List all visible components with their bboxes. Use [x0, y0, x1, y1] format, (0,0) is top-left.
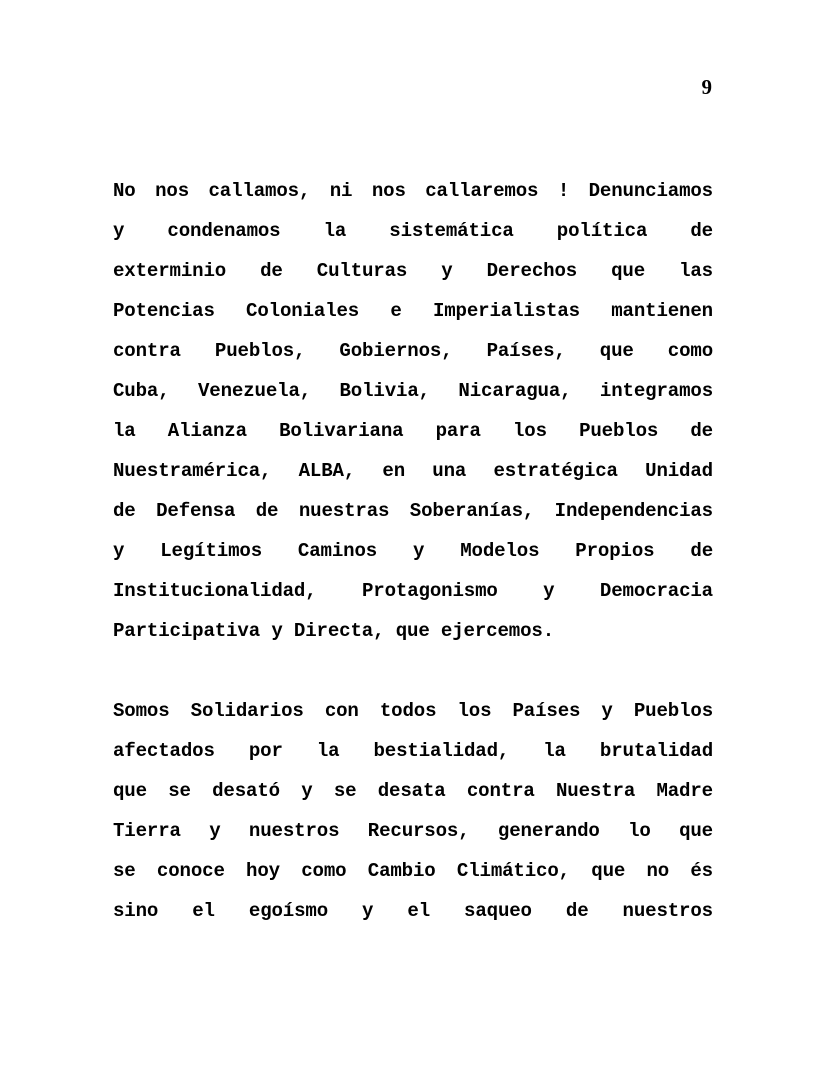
paragraph-2 [113, 691, 713, 931]
text-line: Participativa y Directa, que ejercemos. [113, 620, 555, 642]
text-line: No nos callamos, ni nos callaremos ! Denunciamos [113, 180, 713, 202]
text-line: y Legítimos Caminos y Modelos Propios de [113, 540, 713, 562]
text-line: contra Pueblos, Gobiernos, Países, que como [113, 340, 713, 362]
text-line: afectados por la bestialidad, la brutalidad [113, 740, 713, 762]
page-number: 9 [701, 75, 712, 99]
text-line: de Defensa de nuestras Soberanías, Independencias [113, 500, 713, 522]
paragraph-1 [113, 171, 713, 651]
text-line: que se desató y se desata contra Nuestra Madre [113, 780, 713, 802]
text-line: sino el egoísmo y el saqueo de nuestros [113, 900, 713, 922]
body-text-column [113, 171, 713, 931]
text-line: Cuba, Venezuela, Bolivia, Nicaragua, integramos [113, 380, 713, 402]
text-line: se conoce hoy como Cambio Climático, que no és [113, 860, 713, 882]
text-line: Tierra y nuestros Recursos, generando lo que [113, 820, 713, 842]
text-line: Institucionalidad, Protagonismo y Democracia [113, 580, 713, 602]
text-line: Nuestramérica, ALBA, en una estratégica Unidad [113, 460, 713, 482]
text-line: Potencias Coloniales e Imperialistas mantienen [113, 300, 713, 322]
text-line: la Alianza Bolivariana para los Pueblos de [113, 420, 713, 442]
text-line: y condenamos la sistemática política de [113, 220, 713, 242]
text-line: exterminio de Culturas y Derechos que las [113, 260, 713, 282]
text-line: Somos Solidarios con todos los Países y Pueblos [113, 700, 713, 722]
